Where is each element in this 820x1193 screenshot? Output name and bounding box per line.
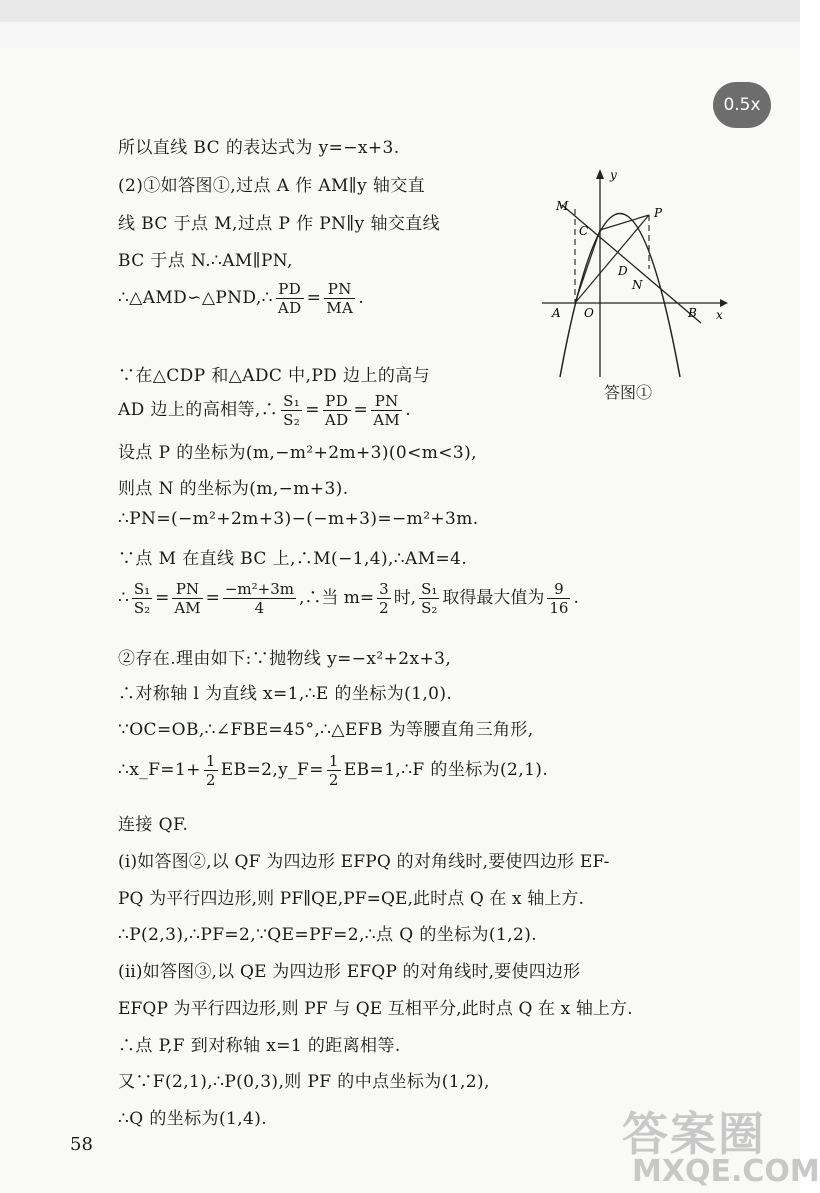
fraction-denominator: AM	[373, 411, 401, 429]
text-line-18: (ⅰ)如答图②,以 QF 为四边形 EFPQ 的对角线时,要使四边形 EF-	[118, 852, 610, 872]
watermark	[622, 1098, 820, 1189]
text-segment: ∴x_F=1+	[118, 760, 201, 780]
text-segment: .	[405, 400, 412, 420]
fraction-numerator: 3	[379, 580, 389, 598]
text-line-8: 设点 P 的坐标为(m,−m²+2m+3)(0<m<3),	[118, 443, 477, 463]
text-segment: 时,	[393, 588, 417, 608]
label-n: N	[632, 278, 643, 292]
fraction-denominator: AD	[277, 299, 302, 317]
text-line-13: ②存在.理由如下:∵抛物线 y=−x²+2x+3,	[118, 649, 452, 669]
text-segment: =	[155, 588, 170, 608]
fraction-denominator: AM	[174, 599, 201, 617]
fraction	[371, 392, 402, 429]
fraction-numerator: S₁	[133, 580, 151, 598]
text-segment: .	[358, 288, 365, 308]
label-d: D	[618, 264, 628, 278]
text-line-16	[118, 752, 548, 789]
text-segment: 取得最大值为	[442, 588, 545, 608]
watermark-main: 答案圈	[622, 1107, 766, 1161]
fraction	[323, 392, 351, 429]
fraction	[132, 580, 152, 617]
label-b: B	[688, 306, 697, 320]
line-bc	[562, 205, 701, 323]
fraction	[547, 580, 570, 617]
text-line-2: (2)①如答图①,过点 A 作 AM∥y 轴交直	[118, 176, 426, 196]
fraction-denominator: 2	[328, 771, 339, 789]
label-o: O	[584, 306, 594, 320]
fraction-denominator: 4	[254, 599, 265, 617]
fraction-numerator: S₁	[421, 580, 438, 598]
segment-ac	[575, 230, 600, 303]
y-axis-arrow	[596, 169, 604, 179]
text-segment: =	[205, 588, 220, 608]
text-line-1: 所以直线 BC 的表达式为 y=−x+3.	[118, 138, 400, 158]
text-segment: ,∴当 m=	[298, 588, 375, 608]
text-segment: =	[306, 288, 322, 308]
label-m: M	[556, 199, 569, 213]
fraction-denominator: MA	[326, 299, 354, 317]
text-line-22: EFQP 为平行四边形,则 PF 与 QE 互相平分,此时点 Q 在 x 轴上方.	[118, 999, 633, 1019]
text-line-23: ∴点 P,F 到对称轴 x=1 的距离相等.	[118, 1036, 401, 1056]
text-line-5	[118, 280, 364, 317]
fraction-numerator: PN	[172, 580, 202, 599]
text-line-3: 线 BC 于点 M,过点 P 作 PN∥y 轴交直线	[118, 214, 441, 234]
text-line-19: PQ 为平行四边形,则 PF∥QE,PF=QE,此时点 Q 在 x 轴上方.	[118, 889, 584, 909]
text-segment: EB=2,y_F=	[220, 760, 324, 780]
text-line-11: ∵点 M 在直线 BC 上,∴M(−1,4),∴AM=4.	[118, 549, 468, 569]
text-segment: =	[353, 400, 369, 420]
fraction	[281, 392, 302, 429]
fraction-numerator: PD	[323, 392, 351, 411]
fraction	[324, 280, 355, 317]
fraction-numerator: PN	[324, 280, 355, 299]
segment-cp	[600, 215, 649, 230]
fraction-numerator: 9	[547, 580, 570, 599]
text-line-12	[118, 580, 579, 617]
fraction-denominator: AD	[324, 411, 349, 429]
figure-caption: 答图①	[604, 383, 653, 402]
page-number: 58	[70, 1134, 93, 1155]
text-line-9: 则点 N 的坐标为(m,−m+3).	[118, 479, 349, 499]
fraction	[204, 752, 218, 789]
label-y: y	[610, 168, 617, 182]
fraction-numerator: 1	[205, 752, 216, 770]
fraction-denominator: S₂	[421, 599, 438, 617]
fraction	[327, 752, 341, 789]
fraction-denominator: S₂	[283, 411, 301, 429]
fraction	[276, 280, 304, 317]
text-segment: ∴	[118, 588, 129, 608]
label-c: C	[579, 224, 589, 238]
fraction-numerator: S₁	[283, 392, 301, 410]
text-line-15: ∵OC=OB,∴∠FBE=45°,∴△EFB 为等腰直角三角形,	[118, 720, 534, 740]
fraction	[377, 580, 391, 617]
fraction-numerator: PN	[371, 392, 402, 411]
fraction-denominator: 2	[379, 599, 389, 617]
fraction-denominator: S₂	[133, 599, 151, 617]
x-axis-arrow	[720, 299, 728, 307]
label-x: x	[716, 308, 723, 322]
text-segment: .	[573, 588, 579, 608]
text-line-24: 又∵F(2,1),∴P(0,3),则 PF 的中点坐标为(1,2),	[118, 1072, 490, 1092]
fraction	[419, 580, 439, 617]
top-bar	[0, 0, 800, 22]
label-p: P	[654, 206, 663, 220]
top-strip	[0, 22, 800, 48]
text-line-14: ∴对称轴 l 为直线 x=1,∴E 的坐标为(1,0).	[118, 684, 453, 704]
fraction-numerator: PD	[276, 280, 304, 299]
fraction-numerator: −m²+3m	[224, 580, 294, 598]
text-segment: =	[305, 400, 320, 420]
label-a: A	[552, 306, 561, 320]
fraction-denominator: 16	[549, 599, 569, 617]
playback-speed-button[interactable]: 0.5x	[713, 82, 771, 128]
text-line-21: (ⅱ)如答图③,以 QE 为四边形 EFQP 的对角线时,要使四边形	[118, 962, 581, 982]
watermark-site: MXQE.COM	[632, 1154, 820, 1189]
fraction-denominator: 2	[205, 771, 216, 789]
text-line-17: 连接 QF.	[118, 815, 189, 835]
text-segment: AD 边上的高相等,∴	[118, 400, 279, 420]
text-line-20: ∴P(2,3),∴PF=2,∵QE=PF=2,∴点 Q 的坐标为(1,2).	[118, 925, 538, 945]
text-line-7	[118, 392, 411, 429]
text-line-10: ∴PN=(−m²+2m+3)−(−m+3)=−m²+3m.	[118, 509, 479, 529]
fraction	[172, 580, 202, 617]
text-line-6: ∵在△CDP 和△ADC 中,PD 边上的高与	[118, 366, 431, 386]
text-line-4: BC 于点 N.∴AM∥PN,	[118, 251, 293, 271]
fraction-numerator: 1	[328, 752, 339, 770]
text-segment: EB=1,∴F 的坐标为(2,1).	[343, 760, 549, 780]
text-segment: ∴△AMD∽△PND,∴	[118, 288, 273, 308]
answer-figure-1	[538, 165, 728, 380]
fraction	[223, 580, 296, 617]
text-line-25: ∴Q 的坐标为(1,4).	[118, 1109, 268, 1129]
